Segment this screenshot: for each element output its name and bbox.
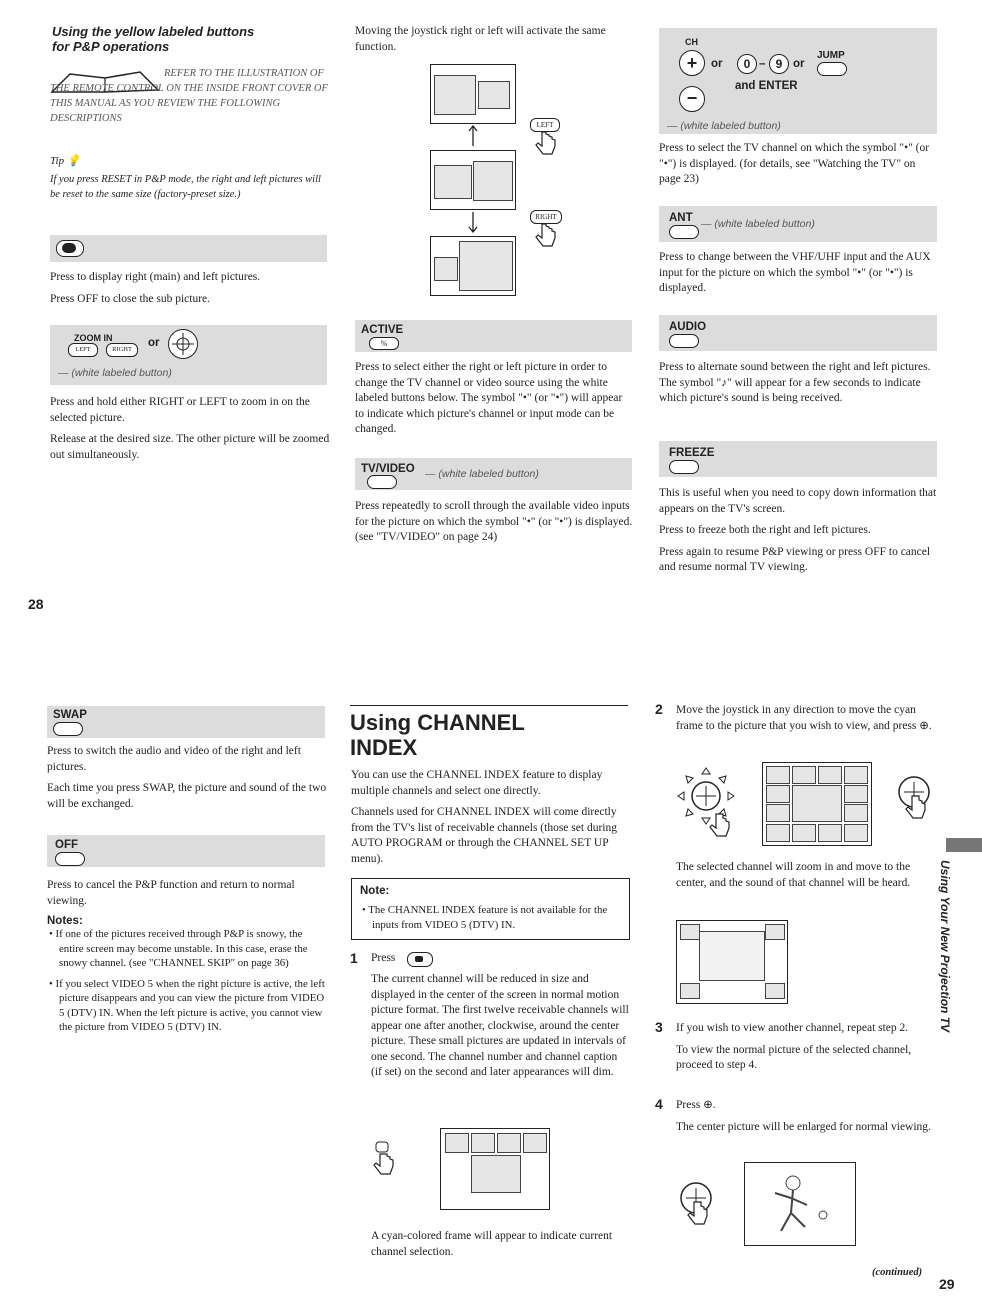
notes-heading: Notes: [47,915,83,927]
joystick-button[interactable] [168,329,198,359]
step-1-text: The current channel will be reduced in size and displayed in the center of the screen in normal motion picture format. The first twelve receivable channels will appear one after another, clockwise, around the center picture. These small pictures are updated in intervals of one second. The channel number and channel caption (if set) on the second and later appearances will dim. [371,973,629,1078]
arrow-up-icon [467,124,479,148]
off-button-bar [47,835,325,867]
ant-button[interactable] [669,225,699,239]
tvvideo-white-label: — (white labeled button) [425,468,539,480]
ant-text: Press to change between the VHF/UHF input and the AUX input for the picture on which the symbol "•" (or "•") is displayed. [659,251,931,294]
side-tab [938,860,978,1070]
step-2-text: Move the joystick in any direction to move the cyan frame to the picture that you wish to view, and press ⊕. [676,704,932,732]
page-title: Using CHANNEL INDEX [350,710,525,760]
swap-text-2: Each time you press SWAP, the picture and sound of the two will be exchanged. [47,782,327,810]
pp-screen-3 [430,236,516,296]
step-4-number: 4 [655,1096,663,1112]
step-2-caption: The selected channel will zoom in and move to the center, and the sound of that channel will be heard. [676,861,911,889]
ch-white-label: — (white labeled button) [667,120,781,132]
side-tab-text: Using Your New Projection TV [938,860,952,1033]
jump-label: JUMP [817,50,845,61]
active-label: ACTIVE [361,324,404,336]
jump-button[interactable] [817,62,847,76]
arrow-down-icon [467,210,479,234]
page-number-28: 28 [28,596,44,612]
active-button-bar [355,320,632,352]
title-rule [350,705,628,706]
soccer-player-icon [745,1163,855,1245]
joystick-directions-icon [676,764,746,844]
step-4-text: The center picture will be enlarged for normal viewing. [676,1120,931,1133]
or-label: or [793,58,805,70]
dash-label: – [759,58,766,70]
zoom-button-bar [50,325,327,385]
ant-white-label: — (white labeled button) [701,218,815,230]
right-button[interactable]: RIGHT [530,210,562,224]
tvvideo-button-bar [355,458,632,490]
note-item: • If you select VIDEO 5 when the right picture is active, the left picture disappears and you can view the picture from VIDEO 5 (DTV) IN. When the left picture is active, you cannot view the picture from VIDEO 5 (DTV) IN. [49,977,325,1033]
swap-text-1: Press to switch the audio and video of the right and left pictures. [47,745,301,773]
tvvideo-label: TV/VIDEO [361,463,415,475]
zoom-in-label: ZOOM IN [74,333,113,343]
active-text: Press to select either the right or left picture in order to change the TV channel or video source using the white labeled buttons below. The symbol "•" (or "•") will appear to indicate which picture's channel or input mode can be changed. [355,361,623,435]
channel-index-screen [440,1128,550,1210]
pp-icon [62,243,76,253]
or-label: or [711,58,723,70]
freeze-button-bar [659,441,937,477]
step-1-number: 1 [350,950,358,966]
freeze-button[interactable] [669,460,699,474]
pp-screen-2 [430,150,516,210]
pp-screen-1 [430,64,516,124]
zoom-right-button[interactable]: RIGHT [106,343,138,357]
audio-text: Press to alternate sound between the right and left pictures. The symbol "♪" will appear for a few seconds to indicate which picture's sound is being received. [659,361,931,404]
joystick-text: Moving the joystick right or left will activate the same function. [355,25,606,53]
continued-label: (continued) [872,1267,923,1278]
hand-press-icon [372,1140,398,1176]
off-text: Press to cancel the P&P function and return to normal viewing. [47,879,295,907]
tvvideo-text: Press repeatedly to scroll through the available video inputs for the picture on which the symbol "•" (or "•") is displayed. (see "TV/VIDEO" on page 24) [355,500,633,543]
swap-label: SWAP [53,709,87,721]
tip-text: If you press RESET in P&P mode, the right and left pictures will be reset to the same size (factory-preset size.) [50,174,321,200]
step-1-caption: A cyan-colored frame will appear to indicate current channel selection. [371,1230,613,1258]
hand-press-icon [534,222,556,248]
ch-text: Press to select the TV channel on which the symbol "•" (or "•") is displayed. (for details, see "Watching the TV" on page 23) [659,142,930,185]
freeze-text-2: Press to freeze both the right and left pictures. [659,524,871,536]
audio-button-bar [659,315,937,351]
and-enter-label: and ENTER [735,80,798,92]
white-label-note: — (white labeled button) [58,367,172,379]
note-heading: Note: [360,885,390,897]
freeze-label: FREEZE [669,447,715,459]
or-label: or [148,337,160,349]
digit-9-button[interactable]: 9 [769,54,789,74]
tvvideo-button[interactable] [367,475,397,489]
note-item: • If one of the pictures received through P&P is snowy, the entire screen may become unstable. In this case, erase the snowy channel. (see "CHANNEL SKIP" on page 36) [49,928,308,969]
zoom-left-button[interactable]: LEFT [68,343,98,357]
intro-text-2: Channels used for CHANNEL INDEX will come directly from the TV's list of receivable channels (those set during AUTO PROGRAM or through the CHANNEL SET UP menu). [351,806,617,865]
note-text: • The CHANNEL INDEX feature is not available for the inputs from VIDEO 5 (DTV) IN. [362,904,608,931]
channel-index-button [407,952,433,967]
off-label: OFF [55,839,78,851]
freeze-text-1: This is useful when you need to copy down information that appears on the TV's screen. [659,487,937,515]
pp-text-1: Press to display right (main) and left pictures. [50,271,261,283]
off-button[interactable] [55,852,85,866]
step-4-title: Press ⊕. [676,1099,716,1111]
swap-button[interactable] [53,722,83,736]
ch-label: CH [685,37,698,47]
section-tab-marker [946,838,982,852]
joystick-press-icon [896,774,932,826]
refer-note: REFER TO THE ILLUSTRATION OF THE REMOTE CONTROL ON THE INSIDE FRONT COVER OF THIS MANUAL AS YOU REVIEW THE FOLLOWING DESCRIPTIONS [50,68,328,124]
step-3-text-1: If you wish to view another channel, repeat step 2. [676,1022,909,1034]
pp-button-bar [50,235,327,262]
tip-label: Tip 💡 [50,155,81,167]
step-2-number: 2 [655,701,663,717]
lightbulb-icon: 💡 [66,155,81,167]
note-box [351,878,630,940]
zoom-text-1: Press and hold either RIGHT or LEFT to zoom in on the selected picture. [50,396,310,424]
freeze-text-3: Press again to resume P&P viewing or press OFF to cancel and resume normal TV viewing. [659,545,931,573]
active-button[interactable]: % [369,337,399,350]
audio-label: AUDIO [669,321,707,333]
step-1-title: Press [371,952,395,964]
channel-grid-screen [762,762,872,846]
hand-press-icon [534,130,556,156]
swap-button-bar [47,706,325,738]
ch-up-button[interactable]: + [679,50,705,76]
joystick-icon [169,330,197,358]
joystick-press-icon [678,1180,714,1232]
ant-label: ANT [669,212,693,224]
pp-button[interactable] [56,240,84,257]
audio-button[interactable] [669,334,699,348]
section-heading: Using the yellow labeled buttons for P&P operations [52,24,255,54]
left-button[interactable]: LEFT [530,118,560,132]
intro-text-1: You can use the CHANNEL INDEX feature to display multiple channels and select one directly. [351,769,603,797]
ch-button-bar [659,28,937,134]
zoomed-channel-screen [676,920,788,1004]
step-3-text-2: To view the normal picture of the selected channel, proceed to step 4. [676,1043,912,1071]
digit-0-button[interactable]: 0 [737,54,757,74]
full-picture-screen [744,1162,856,1246]
pp-text-2: Press OFF to close the sub picture. [50,292,211,305]
ant-button-bar [659,206,937,242]
zoom-text-2: Release at the desired size. The other picture will be zoomed out simultaneously. [50,433,330,461]
page-number-29: 29 [939,1276,955,1292]
step-3-number: 3 [655,1019,663,1035]
ch-down-button[interactable]: − [679,86,705,112]
